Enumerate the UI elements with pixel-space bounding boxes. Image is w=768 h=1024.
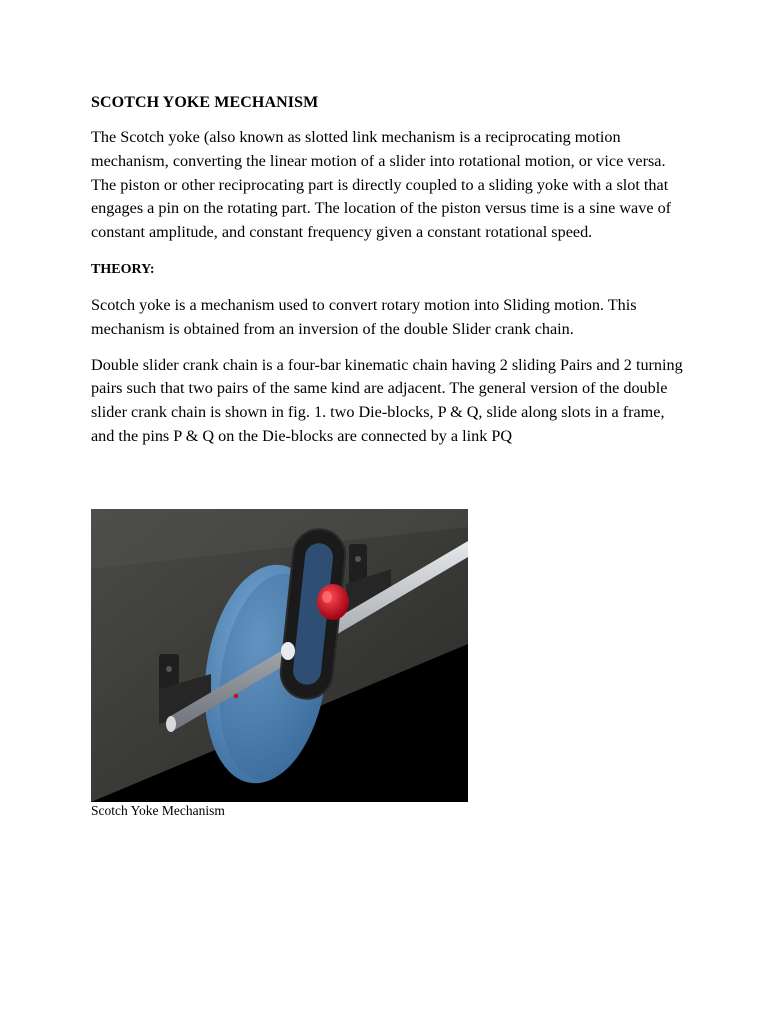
theory-paragraph-2: Double slider crank chain is a four-bar kinematic chain having 2 sliding Pairs and 2 turning pairs such that two pairs of the same kind are adjacent. The general version of the double slider crank chain is shown in fig. 1. two Die-blocks, P & Q, slide along slots in a frame, and the pins P & Q on the Die-blocks are connected by a link PQ — [91, 355, 683, 445]
yoke-collar — [281, 642, 295, 660]
figure-caption: Scotch Yoke Mechanism — [91, 803, 225, 818]
scotch-yoke-illustration — [91, 509, 468, 802]
disc-mark — [234, 694, 238, 698]
scotch-yoke-figure — [91, 509, 468, 802]
theory-paragraph-1: Scotch yoke is a mechanism used to convert rotary motion into Sliding motion. This mechanism is obtained from an inversion of the double Slider crank chain. — [91, 295, 637, 338]
crank-pin — [317, 584, 349, 620]
rod-end — [166, 716, 176, 732]
left-bearing-bolt — [166, 666, 172, 672]
document-title: SCOTCH YOKE MECHANISM — [91, 94, 319, 111]
crank-pin-highlight — [322, 591, 332, 603]
document-page — [91, 92, 691, 461]
right-bearing-bolt — [355, 556, 361, 562]
intro-paragraph: The Scotch yoke (also known as slotted link mechanism is a reciprocating motion mechanism, converting the linear motion of a slider into rotational motion, or vice versa. The piston or other reciprocating part is directly coupled to a sliding yoke with a slot that engages a pin on the rotating part. The location of the piston versus time is a sine wave of constant amplitude, and constant frequency given a constant rotational speed. — [91, 128, 672, 242]
theory-heading: THEORY: — [91, 261, 155, 277]
